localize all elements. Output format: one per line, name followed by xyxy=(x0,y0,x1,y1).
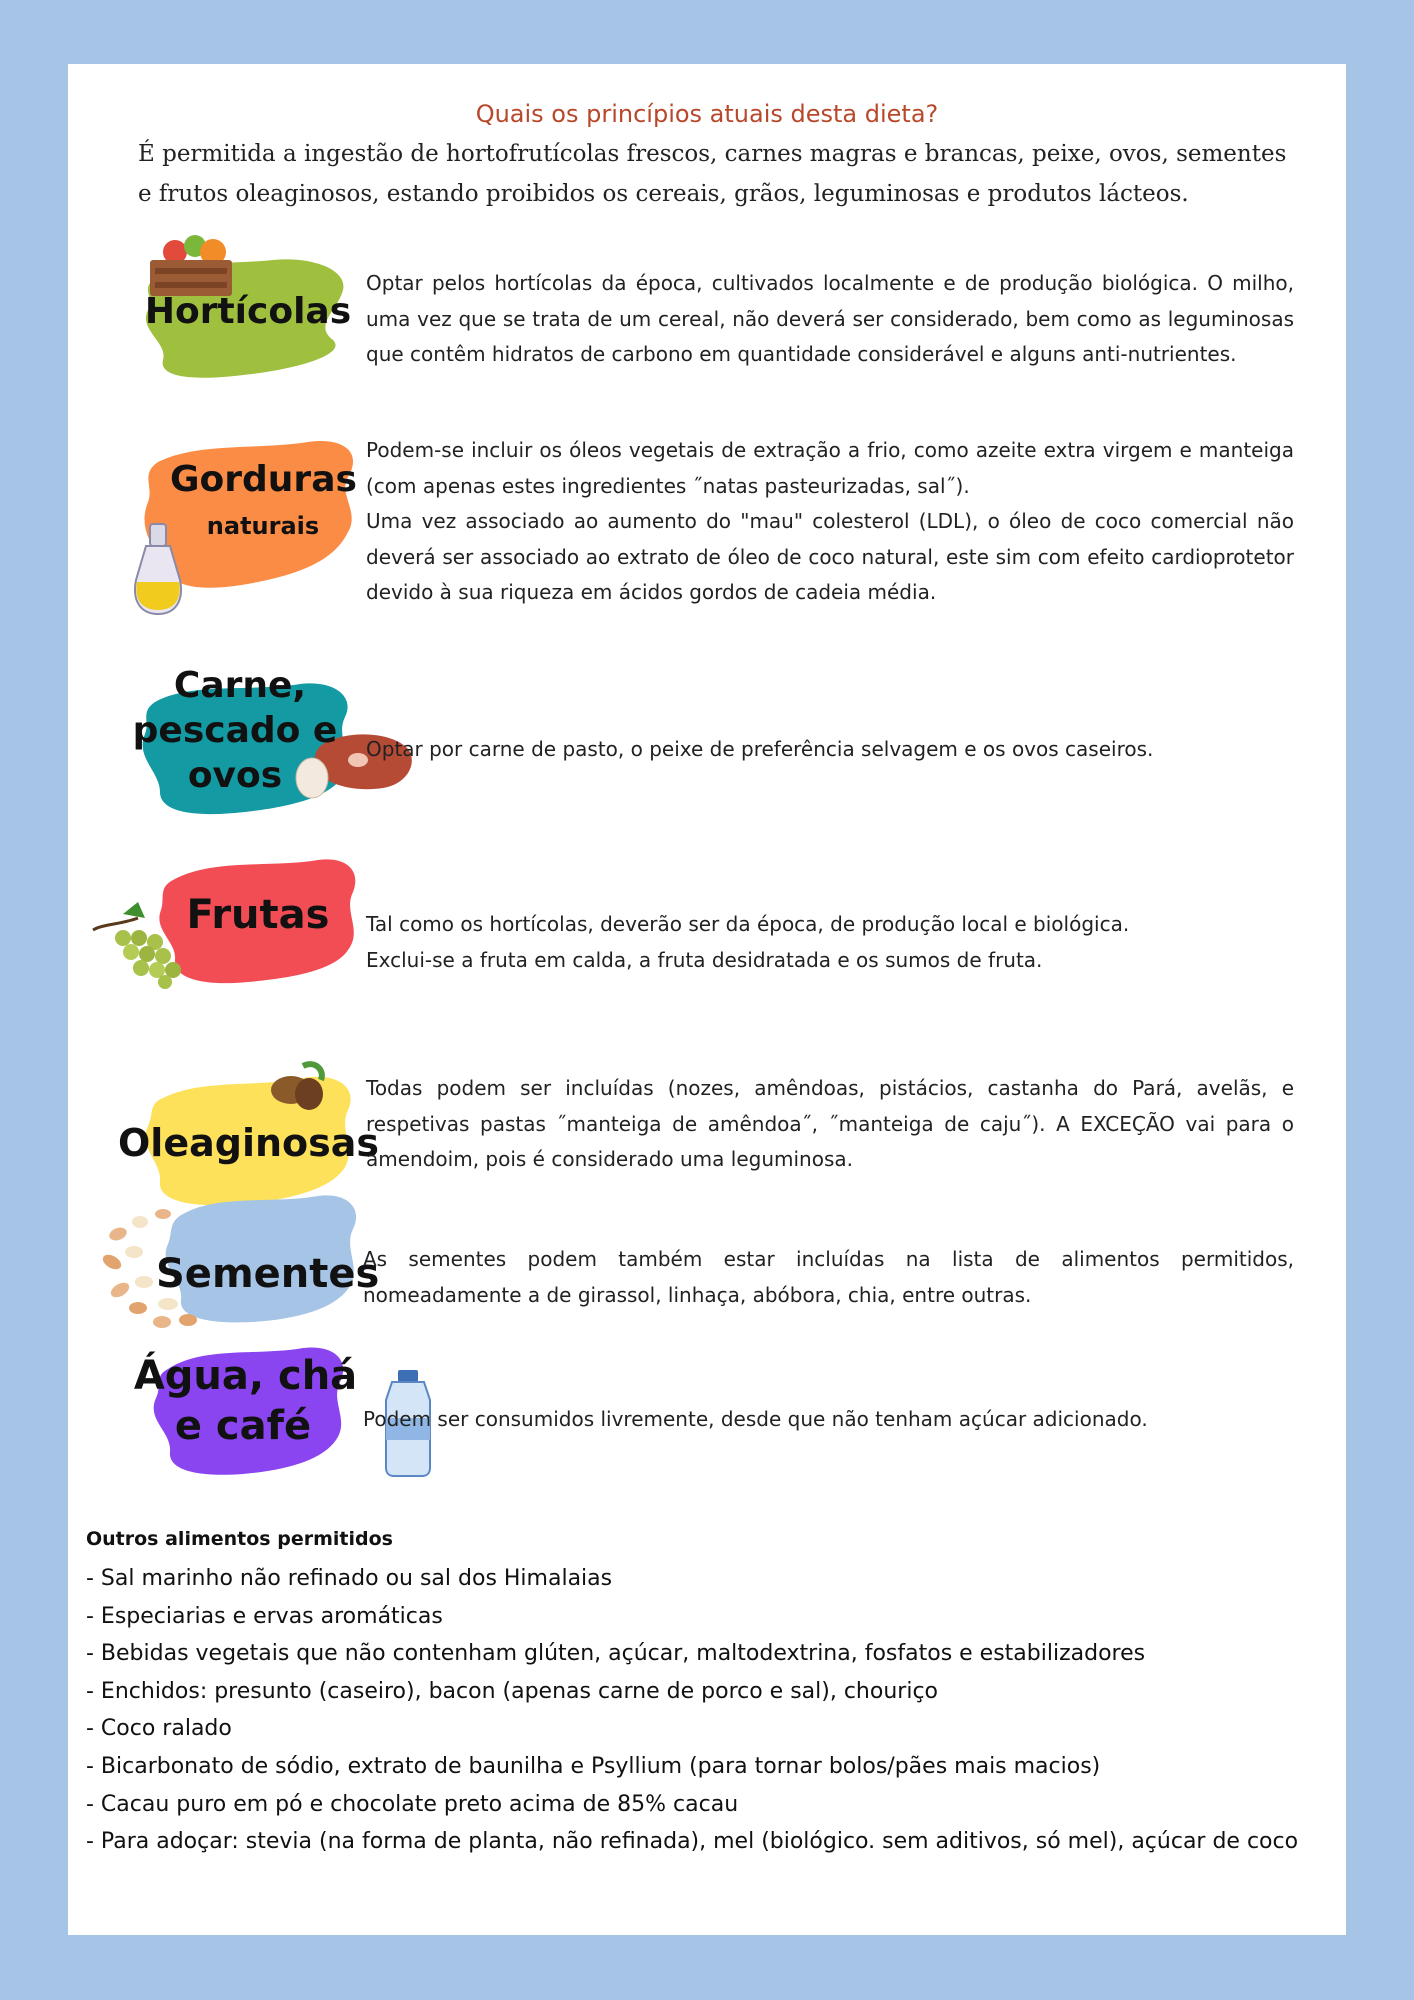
list-item: - Sal marinho não refinado ou sal dos Himalaias xyxy=(86,1566,613,1591)
page xyxy=(68,64,1346,1935)
list-item: - Coco ralado xyxy=(86,1716,232,1742)
section-label: Hortícolas xyxy=(144,291,352,332)
section-label: Frutas xyxy=(186,892,330,938)
list-item: - Bicarbonato de sódio, extrato de baunilha e Psyllium (para tornar bolos/pães mais macios) xyxy=(86,1753,1101,1779)
section-label-line: pescado e xyxy=(132,710,338,751)
list-item: - Especiarias e ervas aromáticas xyxy=(86,1603,443,1629)
paragraph: Podem ser consumidos livremente, desde que não tenham açúcar adicionado. xyxy=(363,1407,1148,1431)
agua-text xyxy=(363,1402,1294,1438)
list-item: - Cacau puro em pó e chocolate preto acima de 85% cacau xyxy=(86,1791,739,1817)
oil-bottle-icon xyxy=(128,520,188,620)
paragraph: Todas podem ser incluídas (nozes, amêndoas, pistácios, castanha do Pará, avelãs, e respetivas pastas ˝manteiga de amêndoa˝, ˝manteiga de caju˝). A EXCEÇÃO vai para o amendoim, pois é considerado uma leguminosa. xyxy=(366,1076,1294,1171)
frutas-text xyxy=(366,907,1294,978)
paragraph: Optar pelos hortícolas da época, cultivados localmente e de produção biológica. O milho, uma vez que se trata de um cereal, não deverá ser considerado, bem como as leguminosas que contêm hidratos de carbono em quantidade considerável e alguns anti-nutrientes. xyxy=(366,271,1294,366)
horticolas-text xyxy=(366,266,1294,373)
gorduras-text xyxy=(366,433,1294,611)
paragraph: Podem-se incluir os óleos vegetais de extração a frio, como azeite extra virgem e manteiga (com apenas estes ingredientes ˝natas pasteurizadas, sal˝). xyxy=(366,438,1294,498)
sementes-text xyxy=(363,1242,1294,1313)
paragraph: Uma vez associado ao aumento do "mau" colesterol (LDL), o óleo de coco comercial não deverá ser associado ao extrato de óleo de coco natural, este sim com efeito cardioprotetor devido à sua riqueza em ácidos gordos de cadeia média. xyxy=(366,509,1294,604)
others-title: Outros alimentos permitidos xyxy=(86,1528,393,1550)
others-list xyxy=(86,1560,1341,1861)
paragraph: Tal como os hortícolas, deverão ser da época, de produção local e biológica. xyxy=(366,912,1130,936)
gorduras-badge xyxy=(128,432,368,622)
list-item: - Bebidas vegetais que não contenham glúten, açúcar, maltodextrina, fosfatos e estabilizadores xyxy=(86,1641,1146,1667)
vegetable-crate-icon xyxy=(145,230,235,300)
sementes-badge xyxy=(98,1174,380,1344)
intro-paragraph: É permitida a ingestão de hortofrutícolas frescos, carnes magras e brancas, peixe, ovos, sementes e frutos oleaginosos, estando proibidos os cereais, grãos, leguminosas e produtos lácteos. xyxy=(138,141,1287,207)
nuts-icon xyxy=(263,1058,333,1118)
section-label-line: Água, chá xyxy=(133,1353,358,1399)
list-item: - Enchidos: presunto (caseiro), bacon (apenas carne de porco e sal), chouriço xyxy=(86,1678,938,1704)
oleaginosas-text xyxy=(366,1071,1294,1178)
carne-text xyxy=(366,732,1294,768)
section-label-line: Carne, xyxy=(173,665,307,706)
paragraph: Optar por carne de pasto, o peixe de preferência selvagem e os ovos caseiros. xyxy=(366,737,1154,761)
section-label-line: e café xyxy=(174,1403,312,1449)
section-label-line: ovos xyxy=(187,755,283,796)
section-label: Oleaginosas xyxy=(118,1121,380,1165)
paragraph: Exclui-se a fruta em calda, a fruta desidratada e os sumos de fruta. xyxy=(366,947,1043,972)
section-label: Sementes xyxy=(156,1251,380,1297)
list-item: - Para adoçar: stevia (na forma de planta, não refinada), mel (biológico. sem aditivos, só mel), açúcar de coco xyxy=(86,1829,1299,1855)
section-label: Gorduras xyxy=(170,459,357,500)
paragraph: As sementes podem também estar incluídas na lista de alimentos permitidos, nomeadamente a de girassol, linhaça, abóbora, chia, entre outras. xyxy=(363,1247,1294,1307)
horticolas-badge xyxy=(133,230,363,390)
frutas-badge xyxy=(83,850,363,1000)
page-title: Quais os princípios atuais desta dieta? xyxy=(475,100,939,128)
section-sublabel: naturais xyxy=(206,512,320,540)
